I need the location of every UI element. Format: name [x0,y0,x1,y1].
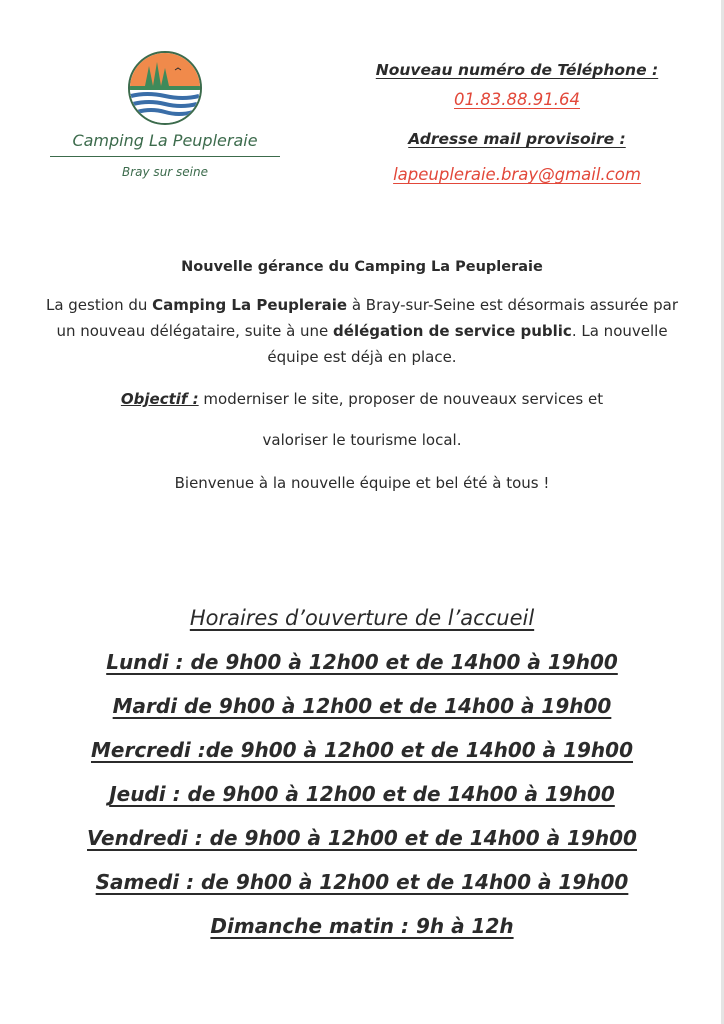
camping-logo-icon [127,50,203,126]
para-text-3: . La nouvelle équipe est déjà en place. [267,322,668,366]
para-bold-2: délégation de service public [333,322,572,340]
welcome-message: Bienvenue à la nouvelle équipe et bel été à tous ! [174,474,550,492]
phone-number[interactable]: 01.83.88.91.64 [454,90,580,109]
para-text-2: à Bray-sur-Seine est désormais assurée par un nouveau délégataire, suite à une [56,296,679,340]
para-text-1: La gestion du [45,296,153,314]
logo-town: Bray sur seine [122,165,208,179]
logo-name: Camping La Peupleraie [72,131,258,150]
objective-line [40,386,684,412]
hours-wednesday: Mercredi :de 9h00 à 12h00 et de 14h00 à 19h00 [90,738,634,762]
hours-saturday: Samedi : de 9h00 à 12h00 et de 14h00 à 19h00 [95,870,629,894]
para-bold-1: Camping La Peupleraie [152,296,348,314]
hours-monday: Lundi : de 9h00 à 12h00 et de 14h00 à 19h00 [106,650,618,674]
email-address[interactable]: lapeupleraie.bray@gmail.com [393,165,641,184]
objective-line-2: valoriser le tourisme local. [262,431,462,449]
logo-divider [50,156,280,157]
notice-paragraph [40,292,684,370]
hours-title: Horaires d’ouverture de l’accueil [189,606,535,630]
hours-thursday: Jeudi : de 9h00 à 12h00 et de 14h00 à 19h00 [109,782,615,806]
objective-text: moderniser le site, proposer de nouveaux services et [198,390,604,408]
hours-friday: Vendredi : de 9h00 à 12h00 et de 14h00 à 19h00 [87,826,637,850]
hours-sunday: Dimanche matin : 9h à 12h [210,914,514,938]
phone-label: Nouveau numéro de Téléphone : [375,61,659,79]
objective-label: Objectif : [120,390,199,408]
hours-tuesday: Mardi de 9h00 à 12h00 et de 14h00 à 19h00 [112,694,612,718]
notice-headline: Nouvelle gérance du Camping La Peupleraie [181,259,543,275]
email-label: Adresse mail provisoire : [408,130,626,148]
